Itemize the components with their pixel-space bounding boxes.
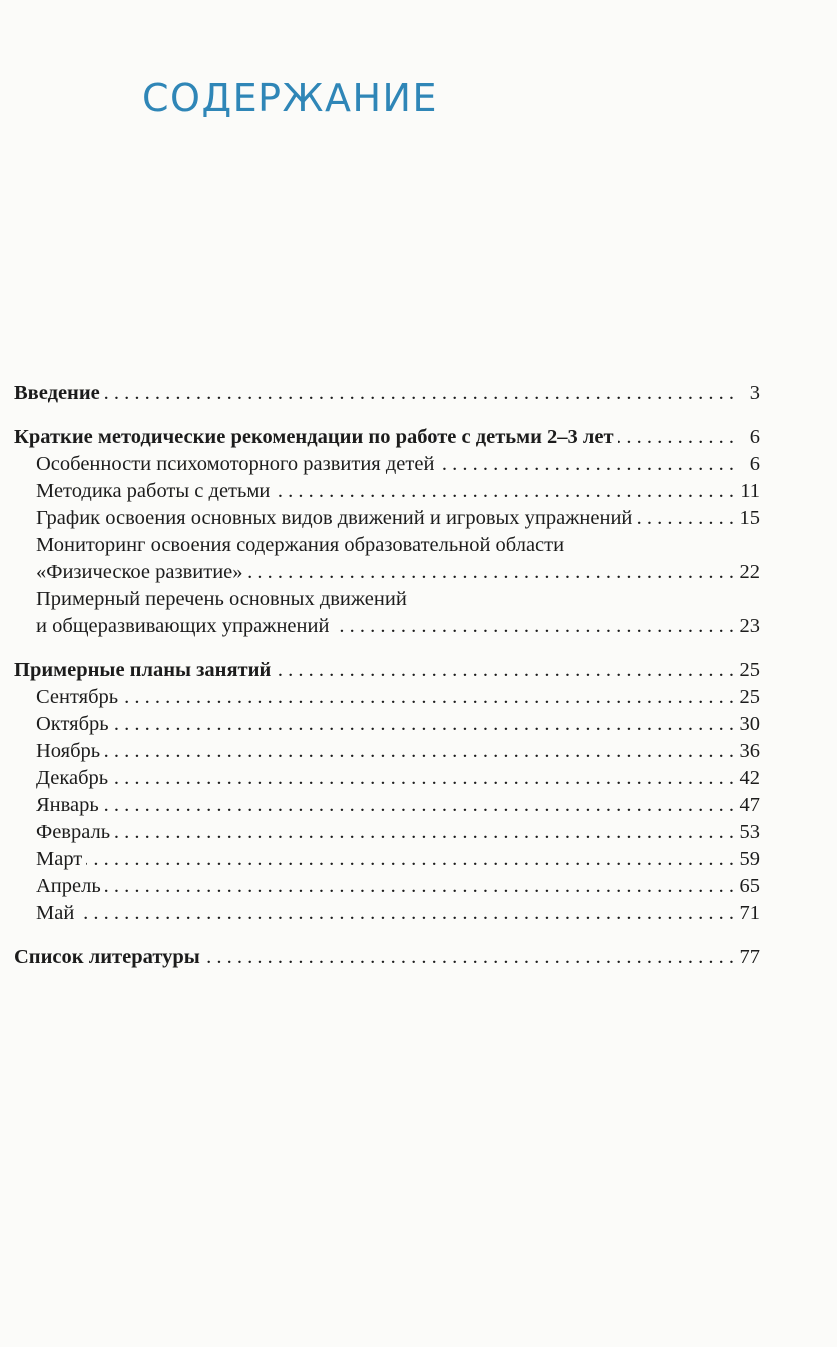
toc-entry-label: и общеразвивающих упражнений xyxy=(36,615,330,637)
toc-entry-november[interactable] xyxy=(14,738,760,765)
toc-section-methodical-recommendations[interactable] xyxy=(14,424,760,451)
toc-entry-label: Мониторинг освоения содержания образовательной области xyxy=(36,534,565,556)
toc-entry-january[interactable] xyxy=(14,792,760,819)
toc-entry-label: Декабрь xyxy=(36,767,109,789)
toc-entry-label: Октябрь xyxy=(36,713,109,735)
toc-page-number: 30 xyxy=(739,713,760,735)
toc-entry-monitoring-line1[interactable] xyxy=(14,532,760,559)
dot-leader xyxy=(275,657,734,684)
toc-page-number: 71 xyxy=(739,902,760,924)
toc-entry-february[interactable] xyxy=(14,819,760,846)
toc-page-number: 6 xyxy=(749,426,760,448)
toc-entry-label: Примерные планы занятий xyxy=(14,659,272,681)
toc-page-number: 3 xyxy=(749,382,760,404)
toc-entry-label: Сентябрь xyxy=(36,686,119,708)
toc-page-number: 53 xyxy=(739,821,760,843)
dot-leader xyxy=(103,792,734,819)
toc-page-number: 77 xyxy=(739,946,760,968)
dot-leader xyxy=(438,451,734,478)
toc-entry-methodology[interactable] xyxy=(14,478,760,505)
toc-entry-exercise-list-line1[interactable] xyxy=(14,586,760,613)
toc-entry-label: Примерный перечень основных движений xyxy=(36,588,407,610)
toc-page-number: 22 xyxy=(739,561,760,583)
toc-entry-label: Апрель xyxy=(36,875,101,897)
toc-entry-label: Март xyxy=(36,848,83,870)
toc-entry-label: График освоения основных видов движений и игровых упражнений xyxy=(36,507,633,529)
dot-leader xyxy=(78,900,734,927)
page-title: СОДЕРЖАНИЕ xyxy=(142,76,438,120)
toc-page-number: 47 xyxy=(739,794,760,816)
toc-entry-april[interactable] xyxy=(14,873,760,900)
dot-leader xyxy=(86,846,734,873)
toc-page-number: 15 xyxy=(739,507,760,529)
toc-entry-may[interactable] xyxy=(14,900,760,927)
toc-entry-psychomotor-features[interactable] xyxy=(14,451,760,478)
dot-leader xyxy=(104,738,734,765)
toc-page-number: 25 xyxy=(739,659,760,681)
toc-entry-september[interactable] xyxy=(14,684,760,711)
toc-entry-exercise-list-line2[interactable] xyxy=(14,613,760,640)
toc-entry-december[interactable] xyxy=(14,765,760,792)
dot-leader xyxy=(112,765,734,792)
toc-page-number: 6 xyxy=(749,453,760,475)
dot-leader xyxy=(333,613,734,640)
toc-entry-october[interactable] xyxy=(14,711,760,738)
toc-entry-movement-schedule[interactable] xyxy=(14,505,760,532)
dot-leader xyxy=(114,819,734,846)
toc-entry-label: Особенности психомоторного развития детей xyxy=(36,453,435,475)
table-of-contents xyxy=(14,380,760,971)
toc-entry-label: «Физическое развитие» xyxy=(36,561,243,583)
toc-entry-march[interactable] xyxy=(14,846,760,873)
toc-entry-label: Методика работы с детьми xyxy=(36,480,271,502)
dot-leader xyxy=(104,380,734,407)
toc-entry-introduction[interactable] xyxy=(14,380,760,407)
toc-page-number: 11 xyxy=(740,480,760,502)
toc-entry-label: Краткие методические рекомендации по работе с детьми 2–3 лет xyxy=(14,426,614,448)
toc-entry-label: Список литературы xyxy=(14,946,200,968)
dot-leader xyxy=(636,505,734,532)
toc-page-number: 65 xyxy=(739,875,760,897)
toc-page-number: 59 xyxy=(739,848,760,870)
dot-leader xyxy=(204,944,734,971)
toc-page-number: 25 xyxy=(739,686,760,708)
toc-entry-label: Февраль xyxy=(36,821,111,843)
toc-page-number: 36 xyxy=(739,740,760,762)
toc-section-lesson-plans[interactable] xyxy=(14,657,760,684)
dot-leader xyxy=(113,711,734,738)
dot-leader xyxy=(247,559,734,586)
dot-leader xyxy=(105,873,734,900)
toc-entry-label: Ноябрь xyxy=(36,740,101,762)
toc-page-number: 23 xyxy=(739,615,760,637)
toc-entry-monitoring-line2[interactable] xyxy=(14,559,760,586)
toc-page-number: 42 xyxy=(739,767,760,789)
dot-leader xyxy=(618,424,734,451)
dot-leader xyxy=(122,684,734,711)
toc-entry-literature[interactable] xyxy=(14,944,760,971)
toc-entry-label: Январь xyxy=(36,794,99,816)
toc-entry-label: Май xyxy=(36,902,75,924)
toc-entry-label: Введение xyxy=(14,382,100,404)
dot-leader xyxy=(274,478,734,505)
